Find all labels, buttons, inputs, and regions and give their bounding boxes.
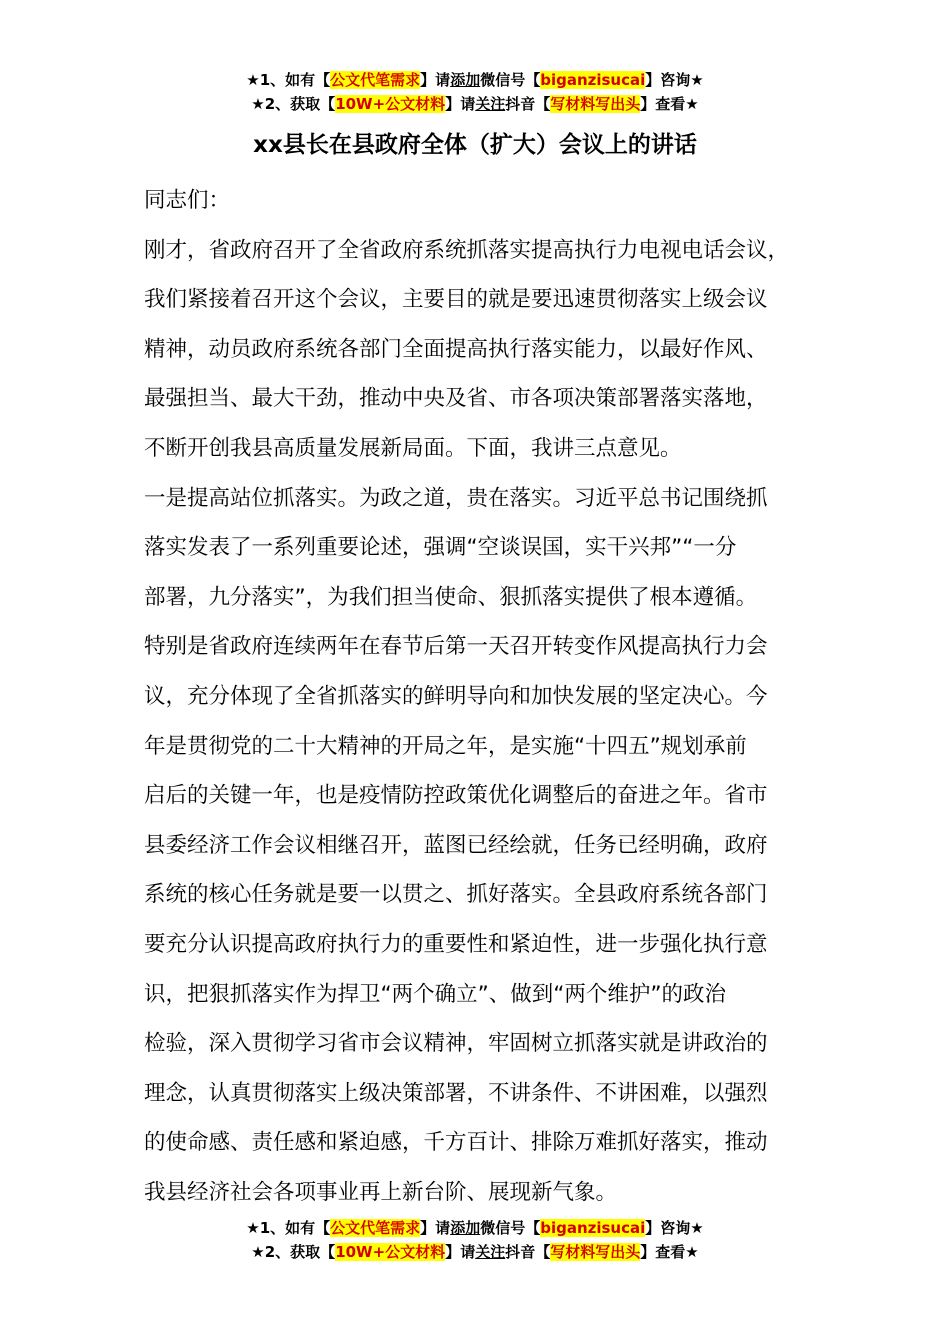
- body-line: 启后的关键一年，也是疫情防控政策优化调整后的奋进之年。省市: [144, 783, 768, 809]
- body-line: 议，充分体现了全省抓落实的鲜明导向和加快发展的坚定决心。今: [144, 683, 768, 709]
- body-line: 精神，动员政府系统各部门全面提高执行落实能力，以最好作风、: [144, 336, 768, 362]
- document-title: xx县长在县政府全体（扩大）会议上的讲话: [253, 132, 697, 158]
- body-line: 我们紧接着召开这个会议，主要目的就是要迅速贯彻落实上级会议: [144, 287, 768, 313]
- promo-banner-top: [0, 68, 950, 116]
- promo-line-1-underlined: 添加: [450, 1219, 481, 1237]
- body-line: 不断开创我县高质量发展新局面。下面，我讲三点意见。: [144, 435, 682, 461]
- promo-line-2-mid-2: 抖音【: [505, 95, 551, 113]
- promo-line-1-mid-2: 微信号【: [480, 71, 541, 89]
- promo-line-1-underlined: 添加: [450, 71, 481, 89]
- salutation: 同志们：: [144, 188, 231, 213]
- body-line: 特别是省政府连续两年在春节后第一天召开转变作风提高执行力会: [144, 634, 768, 660]
- body-line: 的使命感、责任感和紧迫感，千方百计、排除万难抓好落实，推动: [144, 1130, 768, 1156]
- body-line: 最强担当、最大干劲，推动中央及省、市各项决策部署落实落地，: [144, 386, 768, 412]
- body-line: 落实发表了一系列重要论述，强调“空谈误国，实干兴邦”“一分: [144, 535, 737, 561]
- body-line: 要充分认识提高政府执行力的重要性和紧迫性，进一步强化执行意: [144, 931, 768, 957]
- promo-line-1-prefix: ★1、如有【: [246, 71, 331, 89]
- promo-line-2-prefix: ★2、获取【: [251, 95, 336, 113]
- promo-line-1-highlight-2: biganzisucai: [540, 71, 646, 89]
- promo-line-2-mid-1: 】请: [445, 1243, 476, 1261]
- body-line: 部署，九分落实”，为我们担当使命、狠抓落实提供了根本遵循。: [144, 584, 758, 610]
- promo-line-1-suffix: 】咨询★: [645, 1219, 704, 1237]
- body-line: 刚才，省政府召开了全省政府系统抓落实提高执行力电视电话会议，: [144, 237, 790, 263]
- body-line: 检验，深入贯彻学习省市会议精神，牢固树立抓落实就是讲政治的: [144, 1031, 768, 1057]
- promo-line-1-mid-1: 】请: [420, 1219, 451, 1237]
- promo-line-1-highlight-1: 公文代笔需求: [330, 1219, 421, 1237]
- promo-line-2-highlight-1: 10W+公文材料: [335, 1243, 446, 1261]
- promo-line-2-highlight-2: 写材料写出头: [550, 1243, 641, 1261]
- body-line: 我县经济社会各项事业再上新台阶、展现新气象。: [144, 1179, 618, 1205]
- promo-line-1-suffix: 】咨询★: [645, 71, 704, 89]
- promo-line-2-highlight-2: 写材料写出头: [550, 95, 641, 113]
- promo-line-2-underlined: 关注: [475, 1243, 506, 1261]
- body-line: 县委经济工作会议相继召开，蓝图已经绘就，任务已经明确，政府: [144, 832, 768, 858]
- promo-line-2-suffix: 】查看★: [640, 95, 699, 113]
- promo-line-2-mid-1: 】请: [445, 95, 476, 113]
- body-line: 一是提高站位抓落实。为政之道，贵在落实。习近平总书记围绕抓: [144, 485, 768, 511]
- promo-line-1: [0, 1216, 950, 1240]
- promo-banner-bottom: [0, 1216, 950, 1264]
- body-line: 理念，认真贯彻落实上级决策部署，不讲条件、不讲困难，以强烈: [144, 1080, 768, 1106]
- promo-line-1-prefix: ★1、如有【: [246, 1219, 331, 1237]
- promo-line-2-suffix: 】查看★: [640, 1243, 699, 1261]
- promo-line-1-highlight-1: 公文代笔需求: [330, 71, 421, 89]
- document-body: [144, 176, 814, 1217]
- promo-line-2-prefix: ★2、获取【: [251, 1243, 336, 1261]
- promo-line-2-highlight-1: 10W+公文材料: [335, 95, 446, 113]
- promo-line-1-highlight-2: biganzisucai: [540, 1219, 646, 1237]
- body-line: 识，把狠抓落实作为捍卫“两个确立”、做到“两个维护”的政治: [144, 981, 727, 1007]
- body-line: 年是贯彻党的二十大精神的开局之年，是实施“十四五”规划承前: [144, 733, 747, 759]
- promo-line-1-mid-1: 】请: [420, 71, 451, 89]
- promo-line-1-mid-2: 微信号【: [480, 1219, 541, 1237]
- body-line: 系统的核心任务就是要一以贯之、抓好落实。全县政府系统各部门: [144, 882, 768, 908]
- promo-line-2-underlined: 关注: [475, 95, 506, 113]
- promo-line-2-mid-2: 抖音【: [505, 1243, 551, 1261]
- promo-line-1: [0, 68, 950, 92]
- promo-line-2: [0, 1240, 950, 1264]
- promo-line-2: [0, 92, 950, 116]
